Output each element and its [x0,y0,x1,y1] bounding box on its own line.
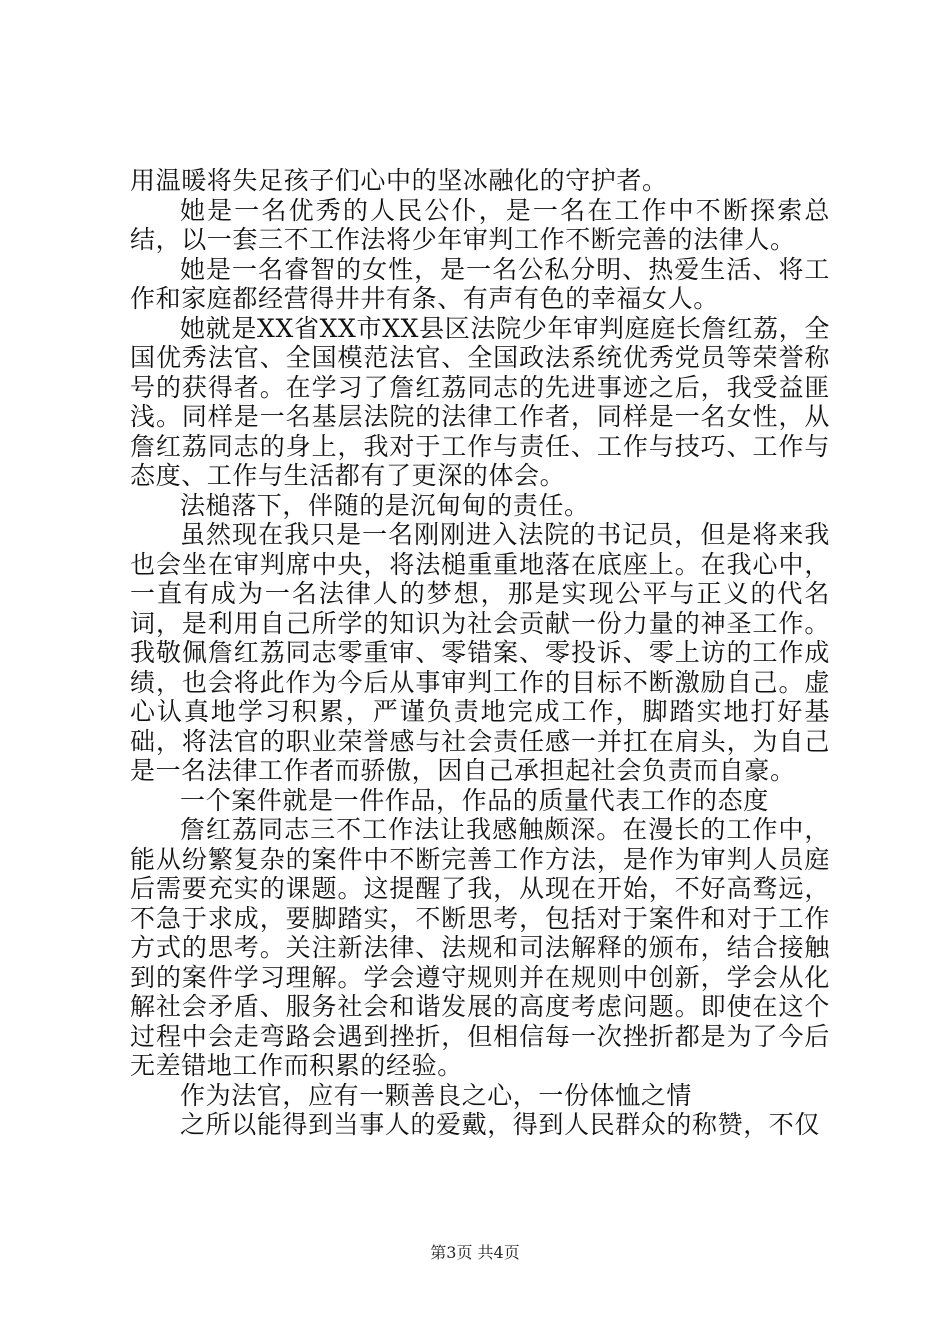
paragraph-5: 法槌落下，伴随的是沉甸甸的责任。 [180,490,590,520]
paragraph-9: 作为法官，应有一颗善良之心，一份体恤之情 [180,1080,693,1110]
paragraph-1: 用温暖将失足孩子们心中的坚冰融化的守护者。 [130,166,668,195]
page-number-label: 第3页 共4页 [430,1243,520,1262]
paragraph-10: 之所以能得到当事人的爱戴，得到人民群众的称赞，不仅 [180,1110,821,1139]
page-footer [0,1243,950,1263]
paragraph-3: 她是一名睿智的女性，是一名公私分明、热爱生活、将工作和家庭都经营得井井有条、有声有色的幸福女人。 [130,254,830,313]
paragraph-7: 一个案件就是一件作品，作品的质量代表工作的态度 [180,785,769,815]
paragraph-6: 虽然现在我只是一名刚刚进入法院的书记员，但是将来我也会坐在审判席中央，将法槌重重地落在底座上。在我心中，一直有成为一名法律人的梦想，那是实现公平与正义的代名词，是利用自己所学的知识为社会贡献一份力量的神圣工作。我敬佩詹红荔同志零重审、零错案、零投诉、零上访的工作成绩，也会将此作为今后从事审判工作的目标不断激励自己。虚心认真地学习积累，严谨负责地完成工作，脚踏实地打好基础，将法官的职业荣誉感与社会责任感一并扛在肩头，为自己是一名法律工作者而骄傲，因自己承担起社会负责而自豪。 [130,520,830,785]
paragraph-4: 她就是XX省XX市XX县区法院少年审判庭庭长詹红荔，全国优秀法官、全国模范法官、全国政法系统优秀党员等荣誉称号的获得者。在学习了詹红荔同志的先进事迹之后，我受益匪浅。同样是一名基层法院的法律工作者，同样是一名女性，从詹红荔同志的身上，我对于工作与责任、工作与技巧、工作与态度、工作与生活都有了更深的体会。 [130,313,830,490]
paragraph-2: 她是一名优秀的人民公仆，是一名在工作中不断探索总结，以一套三不工作法将少年审判工作不断完善的法律人。 [130,195,830,254]
paragraph-8: 詹红荔同志三不工作法让我感触颇深。在漫长的工作中，能从纷繁复杂的案件中不断完善工作方法，是作为审判人员庭后需要充实的课题。这提醒了我，从现在开始，不好高骛远，不急于求成，要脚踏实，不断思考，包括对于案件和对于工作方式的思考。关注新法律、法规和司法解释的颁布，结合接触到的案件学习理解。学会遵守规则并在规则中创新，学会从化解社会矛盾、服务社会和谐发展的高度考虑问题。即使在这个过程中会走弯路会遇到挫折，但相信每一次挫折都是为了今后无差错地工作而积累的经验。 [130,815,830,1080]
document-body [130,166,830,1140]
